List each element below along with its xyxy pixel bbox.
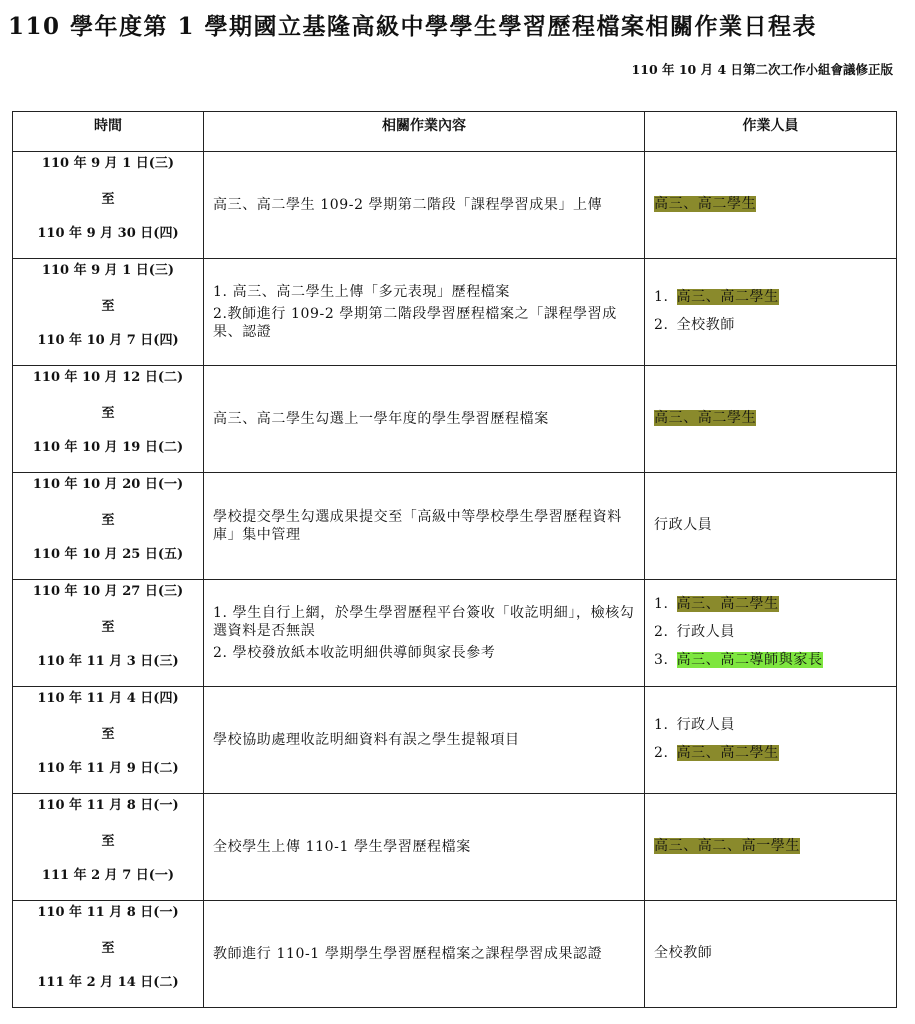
staff-item — [654, 944, 896, 962]
header-content: 相關作業內容 — [204, 112, 645, 152]
schedule-row — [13, 687, 897, 794]
date-range-separator: 至 — [101, 512, 115, 528]
staff-number: 2. — [654, 624, 669, 640]
date-range-separator: 至 — [101, 726, 115, 742]
content-cell — [204, 259, 645, 366]
staff-item — [654, 195, 896, 213]
content-cell — [204, 152, 645, 259]
staff-highlighted-text: 高三、高二學生 — [676, 745, 779, 761]
date-range-separator: 至 — [101, 833, 115, 849]
header-time: 時間 — [13, 112, 204, 152]
staff-number: 1. — [654, 717, 669, 733]
time-cell — [13, 259, 204, 366]
task-item: 高三、高二學生 109-2 學期第二階段「課程學習成果」上傳 — [213, 197, 603, 213]
staff-item — [654, 744, 896, 762]
end-date: 111 年 2 月 14 日(二) — [37, 974, 179, 990]
staff-cell — [645, 473, 897, 580]
staff-item — [654, 837, 896, 855]
date-range-separator: 至 — [101, 619, 115, 635]
task-item: 學校提交學生勾選成果提交至「高級中等學校學生學習歷程資料庫」集中管理 — [213, 509, 622, 543]
staff-highlighted-text: 高三、高二學生 — [654, 410, 757, 426]
task-item: 學校協助處理收訖明細資料有誤之學生提報項目 — [213, 732, 520, 748]
staff-number: 3. — [654, 652, 669, 668]
end-date: 110 年 10 月 25 日(五) — [32, 546, 184, 562]
end-date: 110 年 9 月 30 日(四) — [37, 225, 179, 241]
end-date: 111 年 2 月 7 日(一) — [41, 867, 175, 883]
start-date: 110 年 11 月 8 日(一) — [37, 904, 179, 920]
time-cell — [13, 580, 204, 687]
time-cell — [13, 794, 204, 901]
staff-text: 行政人員 — [654, 517, 713, 533]
start-date: 110 年 10 月 20 日(一) — [32, 476, 184, 492]
start-date: 110 年 11 月 8 日(一) — [37, 797, 179, 813]
time-cell — [13, 366, 204, 473]
date-range-separator: 至 — [101, 191, 115, 207]
start-date: 110 年 9 月 1 日(三) — [41, 262, 175, 278]
staff-text: 行政人員 — [676, 717, 735, 733]
staff-cell — [645, 687, 897, 794]
staff-text: 全校教師 — [654, 945, 713, 961]
staff-cell — [645, 580, 897, 687]
time-cell — [13, 473, 204, 580]
content-cell — [204, 794, 645, 901]
revision-note: 110 年 10 月 4 日第二次工作小組會議修正版 — [631, 62, 893, 77]
staff-cell — [645, 901, 897, 1008]
staff-highlighted-text: 高三、高二學生 — [654, 196, 757, 212]
date-range-separator: 至 — [101, 940, 115, 956]
staff-highlighted-text: 高三、高二學生 — [676, 289, 779, 305]
start-date: 110 年 11 月 4 日(四) — [37, 690, 179, 706]
staff-number: 1. — [654, 596, 669, 612]
task-item: 2.教師進行 109-2 學期第二階段學習歷程檔案之「課程學習成果、認證 — [213, 306, 617, 340]
staff-text: 行政人員 — [676, 624, 735, 640]
schedule-row — [13, 794, 897, 901]
date-range-separator: 至 — [101, 405, 115, 421]
time-cell — [13, 687, 204, 794]
staff-item — [654, 316, 896, 334]
staff-cell — [645, 794, 897, 901]
start-date: 110 年 9 月 1 日(三) — [41, 155, 175, 171]
staff-highlighted-text: 高三、高二導師與家長 — [676, 652, 823, 668]
time-cell — [13, 152, 204, 259]
end-date: 110 年 10 月 19 日(二) — [32, 439, 184, 455]
schedule-row — [13, 366, 897, 473]
content-cell — [204, 687, 645, 794]
staff-cell — [645, 152, 897, 259]
task-item: 高三、高二學生勾選上一學年度的學生學習歷程檔案 — [213, 411, 549, 427]
staff-item — [654, 623, 896, 641]
end-date: 110 年 11 月 3 日(三) — [37, 653, 179, 669]
start-date: 110 年 10 月 12 日(二) — [32, 369, 184, 385]
content-cell — [204, 473, 645, 580]
staff-highlighted-text: 高三、高二學生 — [676, 596, 779, 612]
schedule-row — [13, 901, 897, 1008]
staff-number: 2. — [654, 745, 669, 761]
staff-item — [654, 595, 896, 613]
date-range-separator: 至 — [101, 298, 115, 314]
content-cell — [204, 901, 645, 1008]
staff-highlighted-text: 高三、高二、高一學生 — [654, 838, 800, 854]
time-cell — [13, 901, 204, 1008]
task-item: 1. 高三、高二學生上傳「多元表現」歷程檔案 — [213, 284, 511, 300]
content-cell — [204, 366, 645, 473]
staff-item — [654, 409, 896, 427]
schedule-row — [13, 473, 897, 580]
header-staff: 作業人員 — [645, 112, 897, 152]
staff-item — [654, 716, 896, 734]
task-item: 教師進行 110-1 學期學生學習歷程檔案之課程學習成果認證 — [213, 946, 603, 962]
content-cell — [204, 580, 645, 687]
schedule-body — [13, 152, 897, 1008]
header-row — [13, 112, 897, 152]
end-date: 110 年 10 月 7 日(四) — [37, 332, 179, 348]
staff-cell — [645, 366, 897, 473]
staff-item — [654, 651, 896, 669]
staff-cell — [645, 259, 897, 366]
task-item: 1. 學生自行上網，於學生學習歷程平台簽收「收訖明細」，檢核勾選資料是否無誤 — [213, 605, 635, 639]
staff-text: 全校教師 — [676, 317, 735, 333]
start-date: 110 年 10 月 27 日(三) — [32, 583, 184, 599]
staff-item — [654, 288, 896, 306]
schedule-row — [13, 152, 897, 259]
staff-number: 2. — [654, 317, 669, 333]
schedule-row — [13, 580, 897, 687]
staff-item — [654, 516, 896, 534]
staff-number: 1. — [654, 289, 669, 305]
task-item: 全校學生上傳 110-1 學生學習歷程檔案 — [213, 839, 471, 855]
task-item: 2. 學校發放紙本收訖明細供導師與家長參考 — [213, 645, 496, 661]
document-title: 110 學年度第 1 學期國立基隆高級中學學生學習歷程檔案相關作業日程表 — [8, 13, 818, 40]
schedule-row — [13, 259, 897, 366]
schedule-table — [12, 111, 897, 1008]
end-date: 110 年 11 月 9 日(二) — [37, 760, 179, 776]
